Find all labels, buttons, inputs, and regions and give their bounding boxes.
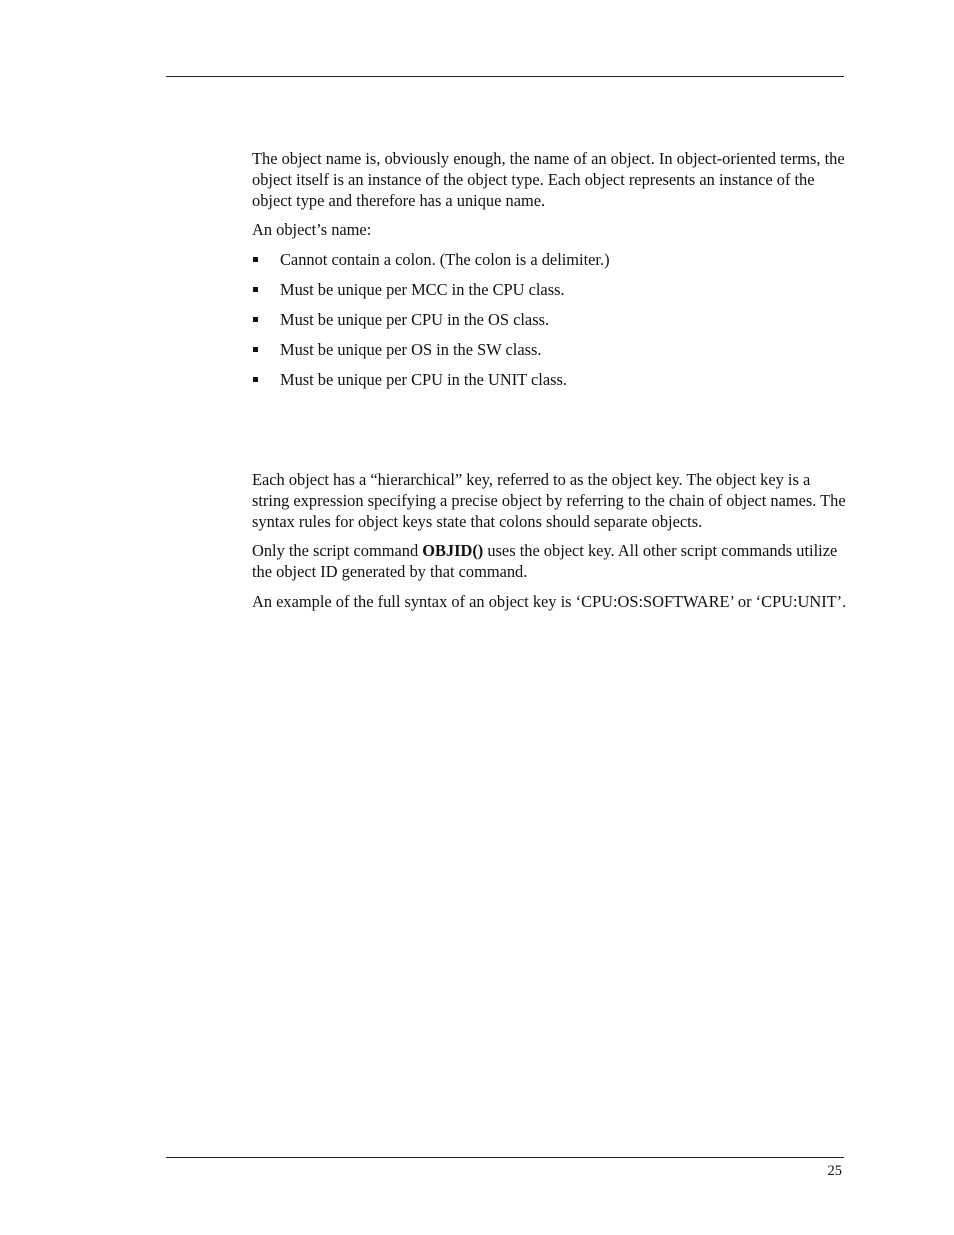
- square-bullet-icon: [253, 317, 258, 322]
- objid-paragraph: [252, 541, 848, 583]
- object-key-paragraph: Each object has a “hierarchical” key, referred to as the object key. The object key is a string expression specifying a precise object by referring to the chain of object names. The syntax rules for object keys state that colons should separate objects.: [252, 470, 846, 531]
- object-name-rules-list: [252, 250, 848, 391]
- list-item: [252, 340, 848, 361]
- section-object-key: [252, 470, 848, 613]
- square-bullet-icon: [253, 257, 258, 262]
- list-item: [252, 280, 848, 301]
- object-name-intro: An object’s name:: [252, 220, 372, 240]
- object-name-paragraph: The object name is, obviously enough, the name of an object. In object-oriented terms, the object itself is an instance of the object type. Each object represents an instance of the object type and therefore has a unique name.: [252, 149, 845, 210]
- list-item-text: Must be unique per CPU in the OS class.: [280, 310, 550, 330]
- footer-rule: [166, 1157, 844, 1158]
- list-item-text: Must be unique per MCC in the CPU class.: [280, 280, 565, 300]
- list-item: [252, 310, 848, 331]
- list-item-text: Cannot contain a colon. (The colon is a delimiter.): [280, 250, 610, 270]
- section-object-name: [252, 149, 848, 400]
- object-key-example: An example of the full syntax of an object key is ‘CPU:OS:SOFTWARE’ or ‘CPU:UNIT’.: [252, 591, 847, 611]
- header-rule: [166, 76, 844, 77]
- list-item: [252, 250, 848, 271]
- list-item: [252, 370, 848, 391]
- page-number: 25: [827, 1163, 842, 1179]
- objid-command: OBJID(): [422, 541, 484, 561]
- objid-text-after: uses the object key. All other script commands utilize the object ID generated by that command.: [252, 541, 838, 582]
- square-bullet-icon: [253, 287, 258, 292]
- list-item-text: Must be unique per OS in the SW class.: [280, 340, 542, 360]
- objid-text-before: Only the script command: [252, 541, 423, 561]
- square-bullet-icon: [253, 377, 258, 382]
- list-item-text: Must be unique per CPU in the UNIT class.: [280, 370, 567, 390]
- square-bullet-icon: [253, 347, 258, 352]
